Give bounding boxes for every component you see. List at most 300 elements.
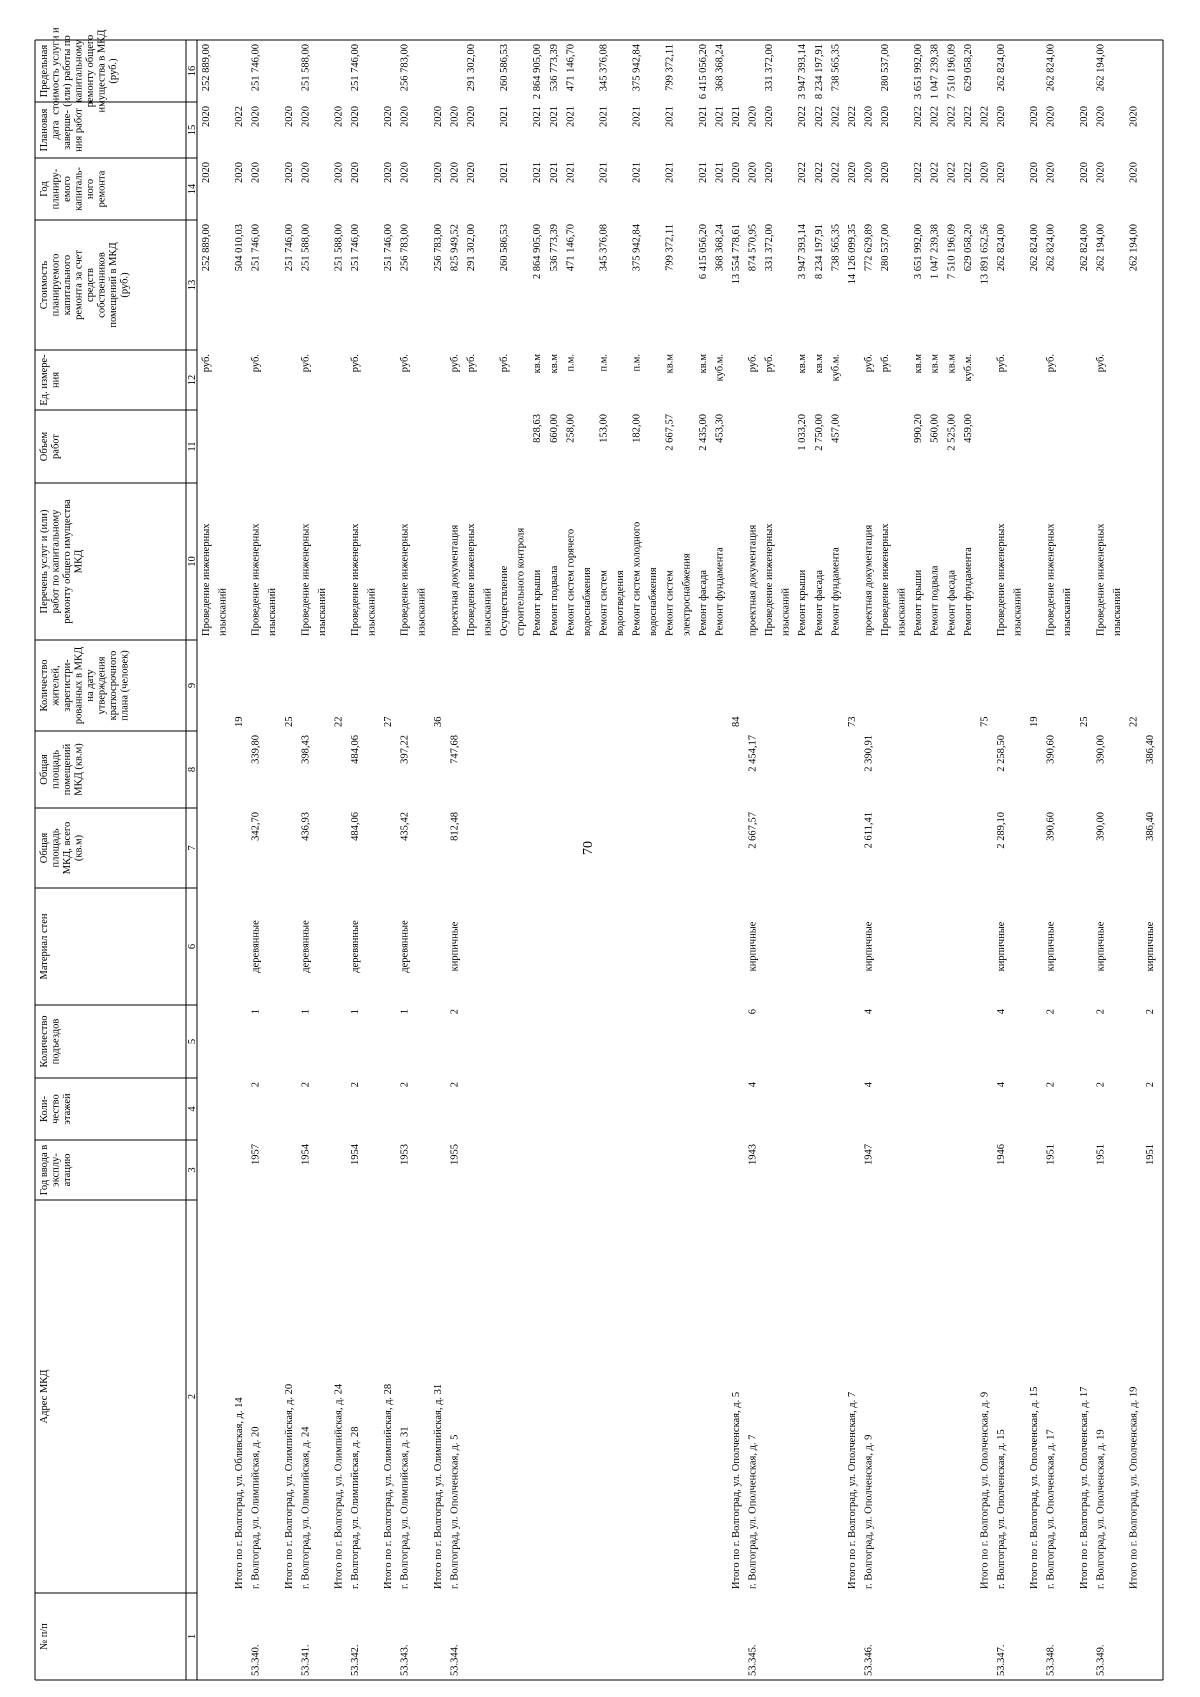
cell-c7: 390,60 bbox=[1045, 812, 1057, 841]
table-row bbox=[930, 44, 941, 636]
cell-c7: 2 611,41 bbox=[863, 812, 875, 849]
cell-c13: 738 565,35 bbox=[830, 224, 842, 272]
cell-c10: Осуществление bbox=[499, 565, 511, 636]
cell-c14: 2020 bbox=[1029, 162, 1041, 183]
column-header-line: ния работ bbox=[73, 108, 85, 152]
column-number: 16 bbox=[187, 65, 198, 77]
cell-c12: п.м. bbox=[598, 354, 610, 372]
cell-c2: г. Волгоград, ул. Олимпийская, д. 24 bbox=[300, 1426, 312, 1589]
column-header-line: МКД bbox=[73, 549, 85, 574]
cell-c11: 1 033,20 bbox=[797, 414, 809, 451]
cell-c12: руб. bbox=[300, 354, 312, 373]
cell-c15: 2022 bbox=[813, 106, 825, 127]
cell-c10: Проведение инженерных bbox=[250, 523, 262, 636]
cell-c13: 772 629,89 bbox=[863, 224, 875, 272]
cell-c15: 2020 bbox=[1128, 106, 1140, 127]
cell-c5: 4 bbox=[995, 1009, 1007, 1015]
table-row bbox=[1095, 44, 1106, 1676]
column-header-line: Год ввода в bbox=[39, 1144, 50, 1196]
cell-c12: руб. bbox=[499, 354, 511, 373]
cell-c12: куб.м. bbox=[830, 354, 842, 382]
column-header-line: Материал стен bbox=[39, 913, 50, 980]
cell-c8: 390,60 bbox=[1045, 735, 1057, 764]
cell-c8: 747,68 bbox=[449, 735, 461, 764]
cell-c16: 291 302,00 bbox=[465, 44, 477, 92]
cell-c12: кв.м bbox=[946, 354, 958, 374]
cell-c10: Проведение инженерных bbox=[465, 523, 477, 636]
cell-c15: 2020 bbox=[201, 106, 212, 127]
cell-c15: 2020 bbox=[449, 106, 461, 127]
cell-c13: 262 824,00 bbox=[995, 224, 1007, 272]
cell-c2: Итого по г. Волгоград, ул. Ополченская, д. 17 bbox=[1078, 1386, 1090, 1589]
cell-c15: 2021 bbox=[714, 106, 726, 127]
column-header-line: ния bbox=[50, 371, 62, 389]
cell-c1: 53.347. bbox=[995, 1644, 1007, 1676]
cell-c13: 251 588,00 bbox=[300, 224, 312, 272]
cell-c11: 153,00 bbox=[598, 414, 610, 443]
column-number: 4 bbox=[187, 1106, 198, 1112]
column-header-line: стоимость услуги и bbox=[50, 27, 62, 115]
cell-c12: кв.м bbox=[813, 354, 825, 374]
cell-c7: 436,93 bbox=[300, 812, 312, 841]
cell-c10: Ремонт систем bbox=[598, 570, 610, 636]
cell-c14: 2022 bbox=[797, 162, 809, 183]
column-header-line: Ед. измере- bbox=[39, 354, 50, 406]
cell-c1: 53.344. bbox=[449, 1644, 461, 1676]
table-row bbox=[300, 44, 311, 1676]
column-header-line: плана (человек) bbox=[119, 650, 131, 721]
column-header-line: площадь bbox=[50, 750, 62, 789]
cell-c16: 6 415 056,20 bbox=[697, 44, 709, 100]
column-number: 15 bbox=[187, 124, 198, 136]
cell-c10: электроснабжения bbox=[681, 553, 693, 636]
cell-c16: 262 194,00 bbox=[1095, 44, 1107, 92]
cell-c10: Ремонт систем горячего bbox=[565, 528, 577, 636]
table-row bbox=[946, 44, 957, 636]
cell-c16: 256 783,00 bbox=[399, 44, 411, 92]
cell-c10: проектная документация bbox=[449, 524, 461, 636]
table-row bbox=[565, 44, 576, 636]
cell-c12: руб. bbox=[863, 354, 875, 373]
table-row bbox=[284, 106, 295, 1589]
column-header-line: рованных в МКД bbox=[73, 646, 85, 725]
cell-c14: 2021 bbox=[499, 162, 511, 183]
column-header-line: эксплу- bbox=[50, 1153, 62, 1187]
cell-c16: 262 824,00 bbox=[1045, 44, 1057, 92]
table-row bbox=[632, 43, 643, 636]
cell-c14: 2021 bbox=[664, 162, 676, 183]
cell-c14: 2021 bbox=[565, 162, 577, 183]
cell-c13: 331 372,00 bbox=[764, 224, 776, 272]
cell-c7: 342,70 bbox=[250, 812, 262, 841]
cell-c15: 2020 bbox=[995, 106, 1007, 127]
cell-c8: 484,06 bbox=[350, 735, 362, 764]
table-row bbox=[764, 44, 775, 636]
table-row bbox=[1062, 588, 1073, 636]
column-header-line: планируемого bbox=[50, 253, 62, 317]
cell-c10: изысканий bbox=[780, 588, 792, 636]
cell-c16: 738 565,35 bbox=[830, 44, 842, 92]
column-header-line: Предельная bbox=[39, 44, 50, 98]
column-header-line: этажей bbox=[62, 1093, 73, 1125]
table-row bbox=[367, 588, 378, 636]
cell-c12: кв.м bbox=[697, 354, 709, 374]
cell-c14: 2021 bbox=[598, 162, 610, 183]
cell-c2: г. Волгоград, ул. Ополченская, д. 5 bbox=[449, 1434, 461, 1589]
cell-c16: 799 372,11 bbox=[664, 44, 676, 91]
cell-c11: 453,30 bbox=[714, 414, 726, 443]
cell-c9: 25 bbox=[283, 716, 295, 727]
cell-c2: Итого по г. Волгоград, ул. Обливская, д. 14 bbox=[234, 1397, 246, 1589]
cell-c2: Итого по г. Волгоград, ул. Ополченская, д. 9 bbox=[979, 1391, 991, 1589]
cell-c13: 251 588,00 bbox=[333, 224, 345, 272]
column-header-line: собственников bbox=[96, 252, 108, 318]
column-header-line: Общая bbox=[39, 754, 50, 785]
cell-c3: 1951 bbox=[1095, 1144, 1107, 1165]
cell-c14: 2021 bbox=[548, 162, 560, 183]
cell-c6: кирпичные bbox=[995, 921, 1007, 972]
column-header-line: капитальному bbox=[73, 39, 85, 103]
cell-c14: 2022 bbox=[962, 162, 974, 183]
table-row bbox=[615, 570, 626, 636]
cell-c13: 13 554 778,61 bbox=[730, 224, 742, 285]
cell-c3: 1951 bbox=[1145, 1144, 1156, 1165]
cell-c15: 2021 bbox=[565, 106, 577, 127]
column-header-line: МКД (кв.м) bbox=[73, 743, 85, 796]
cell-c12: кв.м bbox=[929, 354, 941, 374]
cell-c15: 2020 bbox=[863, 106, 875, 127]
cell-c14: 2020 bbox=[333, 162, 345, 183]
cell-c15: 2022 bbox=[830, 106, 842, 127]
column-number: 14 bbox=[187, 183, 198, 195]
cell-c15: 2022 bbox=[929, 106, 941, 127]
cell-c11: 457,00 bbox=[830, 414, 842, 443]
cell-c9: 22 bbox=[333, 716, 345, 727]
cell-c1: 53.348. bbox=[1045, 1644, 1057, 1676]
table-row bbox=[1079, 106, 1090, 1589]
cell-c14: 2021 bbox=[697, 162, 709, 183]
cell-c16: 260 586,53 bbox=[499, 44, 511, 92]
cell-c16: 2 864 905,00 bbox=[532, 44, 544, 100]
table-row bbox=[499, 44, 510, 636]
cell-c13: 251 746,00 bbox=[283, 224, 295, 272]
cell-c12: руб. bbox=[399, 354, 411, 373]
table-row bbox=[582, 567, 593, 636]
cell-c4: 2 bbox=[1045, 1082, 1057, 1088]
cell-c13: 3 651 992,00 bbox=[913, 224, 925, 280]
cell-c9: 27 bbox=[383, 716, 395, 727]
cell-c8: 398,43 bbox=[300, 735, 312, 764]
cell-c5: 2 bbox=[1145, 1009, 1156, 1015]
column-header-line: ремонта за счет bbox=[73, 250, 85, 320]
column-number: 7 bbox=[187, 845, 198, 851]
cell-c10: Ремонт фасада bbox=[946, 569, 958, 636]
cell-c14: 2022 bbox=[913, 162, 925, 183]
column-header-line: ремонта bbox=[96, 170, 108, 208]
cell-c2: г. Волгоград, ул. Ополченская, д. 15 bbox=[995, 1429, 1007, 1589]
table-header bbox=[39, 27, 131, 1650]
cell-c15: 2021 bbox=[532, 106, 544, 127]
cell-c10: Ремонт крыши bbox=[532, 569, 544, 636]
cell-c4: 4 bbox=[863, 1082, 875, 1088]
table-row bbox=[466, 44, 477, 636]
column-header-line: Год bbox=[39, 181, 50, 197]
cell-c1: 53.341. bbox=[300, 1644, 312, 1676]
cell-c15: 2020 bbox=[880, 106, 892, 127]
cell-c14: 2022 bbox=[929, 162, 941, 183]
cell-c9: 19 bbox=[1029, 716, 1041, 727]
cell-c11: 2 667,57 bbox=[664, 414, 676, 451]
table-row bbox=[333, 106, 344, 1589]
cell-c15: 2022 bbox=[979, 106, 991, 127]
cell-c11: 2 435,00 bbox=[697, 414, 709, 451]
column-header-line: Общая bbox=[39, 832, 50, 864]
cell-c14: 2020 bbox=[283, 162, 295, 183]
table-row bbox=[979, 106, 990, 1589]
cell-c8: 386,40 bbox=[1145, 735, 1156, 764]
cell-c10: изысканий bbox=[217, 588, 229, 636]
table-row bbox=[532, 44, 543, 636]
column-header-line: Стоимость bbox=[39, 260, 50, 310]
column-header-line: ного bbox=[85, 178, 96, 200]
cell-c12: руб. bbox=[1095, 354, 1107, 373]
cell-c6: кирпичные bbox=[747, 921, 759, 972]
cell-c10: Проведение инженерных bbox=[1045, 523, 1057, 636]
cell-c6: кирпичные bbox=[863, 921, 875, 972]
cell-c14: 2020 bbox=[1128, 162, 1140, 183]
cell-c8: 2 258,50 bbox=[995, 735, 1007, 772]
table-row bbox=[549, 44, 560, 636]
table-row bbox=[483, 588, 494, 636]
cell-c12: руб. bbox=[350, 354, 362, 373]
cell-c10: проектная документация bbox=[747, 524, 759, 636]
cell-c16: 7 510 196,09 bbox=[946, 44, 958, 100]
cell-c13: 262 194,00 bbox=[1128, 224, 1140, 272]
table-row bbox=[416, 588, 427, 636]
cell-c15: 2020 bbox=[399, 106, 411, 127]
cell-c14: 2020 bbox=[465, 162, 477, 183]
cell-c5: 2 bbox=[1045, 1009, 1057, 1015]
cell-c16: 368 368,24 bbox=[714, 44, 726, 92]
cell-c12: кв.м bbox=[548, 354, 560, 374]
cell-c15: 2021 bbox=[499, 106, 511, 127]
cell-c15: 2020 bbox=[383, 106, 395, 127]
cell-c6: кирпичные bbox=[1095, 921, 1107, 972]
column-header-line: Коли- bbox=[39, 1096, 50, 1122]
cell-c13: 471 146,70 bbox=[565, 224, 577, 272]
cell-c15: 2020 bbox=[333, 106, 345, 127]
cell-c15: 2020 bbox=[250, 106, 262, 127]
column-header-line: чество bbox=[50, 1094, 62, 1124]
cell-c13: 251 746,00 bbox=[350, 224, 362, 272]
cell-c12: куб.м. bbox=[962, 354, 974, 382]
table-row bbox=[880, 44, 891, 636]
cell-c12: руб. bbox=[1045, 354, 1057, 373]
table-row bbox=[648, 567, 659, 636]
column-number: 11 bbox=[187, 441, 198, 452]
column-header-line: работ по капитальному bbox=[50, 509, 62, 614]
cell-c1: 53.343. bbox=[399, 1644, 411, 1676]
cell-c6: кирпичные bbox=[1145, 921, 1156, 972]
cell-c9: 75 bbox=[979, 716, 991, 727]
cell-c2: Итого по г. Волгоград, ул. Олимпийская, д. 20 bbox=[283, 1383, 295, 1589]
cell-c11: 459,00 bbox=[962, 414, 974, 443]
table-row bbox=[383, 106, 394, 1589]
cell-c13: 256 783,00 bbox=[399, 224, 411, 272]
table-row bbox=[1013, 588, 1024, 636]
cell-c15: 2020 bbox=[283, 106, 295, 127]
column-header-line: работ bbox=[50, 434, 62, 459]
cell-c10: водоснабжения bbox=[581, 567, 593, 636]
table-row bbox=[449, 106, 460, 1676]
cell-c15: 2022 bbox=[962, 106, 974, 127]
cell-c15: 2020 bbox=[1078, 106, 1090, 127]
column-number: 6 bbox=[187, 943, 198, 950]
cell-c9: 19 bbox=[234, 716, 246, 727]
cell-c7: 2 667,57 bbox=[747, 812, 759, 849]
cell-c3: 1954 bbox=[300, 1144, 312, 1165]
column-header-line: площадь bbox=[50, 828, 62, 868]
cell-c3: 1946 bbox=[995, 1144, 1007, 1165]
cell-c11: 990,20 bbox=[913, 414, 925, 443]
cell-c14: 2020 bbox=[1078, 162, 1090, 183]
cell-c12: руб. bbox=[880, 354, 892, 373]
cell-c8: 2 390,91 bbox=[863, 735, 875, 772]
cell-c2: Итого по г. Волгоград, ул. Ополченская, д. 15 bbox=[1029, 1386, 1041, 1589]
cell-c16: 345 376,08 bbox=[598, 44, 610, 92]
table-row bbox=[847, 106, 858, 1589]
column-header-line: ремонту общего bbox=[85, 34, 96, 108]
cell-c9: 73 bbox=[846, 716, 858, 727]
column-number: 10 bbox=[187, 556, 198, 567]
cell-c11: 660,00 bbox=[548, 414, 560, 443]
cell-c14: 2020 bbox=[747, 162, 759, 183]
cell-c10: Проведение инженерных bbox=[300, 523, 312, 636]
cell-c10: строительного контроля bbox=[515, 527, 527, 636]
cell-c10: Ремонт систем bbox=[664, 570, 676, 636]
column-header-line: подъездов bbox=[50, 1018, 62, 1065]
column-header-line: № п/п bbox=[39, 1623, 50, 1650]
cell-c13: 14 126 099,35 bbox=[846, 224, 858, 285]
cell-c16: 375 942,84 bbox=[631, 44, 643, 92]
column-header-line: Адрес МКД bbox=[39, 1369, 50, 1424]
column-header-line: Количество bbox=[39, 1015, 50, 1068]
cell-c13: 262 824,00 bbox=[1078, 224, 1090, 272]
table-row bbox=[830, 44, 841, 636]
cell-c15: 2021 bbox=[631, 106, 643, 127]
cell-c8: 339,80 bbox=[250, 735, 262, 764]
cell-c10: изысканий bbox=[1111, 588, 1123, 636]
cell-c12: кв.м bbox=[532, 354, 544, 374]
cell-c13: 13 891 652,56 bbox=[979, 224, 991, 285]
cell-c10: Ремонт фасада bbox=[697, 569, 709, 636]
cell-c8: 390,00 bbox=[1095, 735, 1107, 764]
cell-c13: 7 510 196,09 bbox=[946, 224, 958, 280]
table-body bbox=[201, 43, 1156, 1676]
cell-c15: 2020 bbox=[300, 106, 312, 127]
cell-c2: Итого по г. Волгоград, ул. Олимпийская, д. 28 bbox=[383, 1383, 395, 1589]
cell-c1: 53.346. bbox=[863, 1644, 875, 1676]
cell-c11: 2 750,00 bbox=[813, 414, 825, 451]
table-row bbox=[1145, 735, 1156, 1165]
cell-c15: 2021 bbox=[548, 106, 560, 127]
cell-c4: 4 bbox=[995, 1082, 1007, 1088]
cell-c6: деревянные bbox=[399, 920, 411, 973]
column-header-line: атацию bbox=[62, 1153, 73, 1187]
cell-c8: 397,22 bbox=[399, 735, 411, 764]
cell-c10: проектная документация bbox=[863, 524, 875, 636]
cell-c2: Итого по г. Волгоград, ул. Ополченская, д. 19 bbox=[1128, 1386, 1140, 1589]
cell-c12: руб. bbox=[201, 354, 212, 373]
cell-c6: деревянные bbox=[300, 920, 312, 973]
column-header-line: капиталь- bbox=[73, 167, 85, 211]
column-number: 8 bbox=[187, 766, 198, 773]
cell-c14: 2020 bbox=[995, 162, 1007, 183]
cell-c16: 280 537,00 bbox=[880, 44, 892, 92]
cell-c15: 2021 bbox=[598, 106, 610, 127]
column-header-line: помещений bbox=[62, 743, 73, 796]
cell-c7: 2 289,10 bbox=[995, 812, 1007, 849]
column-number: 12 bbox=[187, 374, 198, 386]
cell-c10: изысканий bbox=[366, 588, 378, 636]
cell-c16: 331 372,00 bbox=[764, 44, 776, 92]
table-row bbox=[350, 44, 361, 1676]
cell-c13: 504 010,03 bbox=[234, 224, 246, 272]
column-header-line: емого bbox=[62, 176, 73, 202]
column-number: 5 bbox=[187, 1038, 198, 1045]
cell-c15: 2020 bbox=[432, 106, 444, 127]
cell-c16: 3 947 393,14 bbox=[797, 44, 809, 100]
column-header-line: средств bbox=[85, 268, 96, 302]
cell-c14: 2020 bbox=[383, 162, 395, 183]
cell-c16: 262 824,00 bbox=[995, 44, 1007, 92]
table-row bbox=[218, 588, 229, 636]
cell-c15: 2020 bbox=[465, 106, 477, 127]
cell-c15: 2020 bbox=[1095, 106, 1107, 127]
cell-c3: 1947 bbox=[863, 1144, 875, 1165]
table-row bbox=[797, 43, 808, 636]
cell-c12: руб. bbox=[465, 354, 477, 373]
table-row bbox=[781, 588, 792, 636]
table-row bbox=[698, 44, 709, 636]
column-header-line: жителей, bbox=[50, 665, 62, 706]
column-header-line: зарегистри- bbox=[62, 659, 73, 712]
cell-c15: 2020 bbox=[1045, 106, 1057, 127]
column-header-line: ремонту общего имущества bbox=[62, 499, 73, 624]
cell-c15: 2021 bbox=[730, 106, 742, 127]
cell-c13: 251 746,00 bbox=[383, 224, 395, 272]
cell-c10: Ремонт крыши bbox=[913, 569, 925, 636]
cell-c8: 2 454,17 bbox=[747, 735, 759, 772]
cell-c6: деревянные bbox=[250, 920, 262, 973]
cell-c14: 2020 bbox=[250, 162, 262, 183]
cell-c13: 280 537,00 bbox=[880, 224, 892, 272]
cell-c2: Итого по г. Волгоград, ул. Ополченская, д. 7 bbox=[846, 1391, 858, 1589]
column-header-line: (или) работы по bbox=[62, 35, 73, 107]
column-number: 13 bbox=[187, 279, 198, 291]
cell-c2: г. Волгоград, ул. Олимпийская, д. 20 bbox=[250, 1426, 262, 1589]
cell-c10: Проведение инженерных bbox=[995, 523, 1007, 636]
column-number-row bbox=[187, 66, 198, 1639]
column-header-line: Плановая bbox=[39, 108, 50, 152]
cell-c13: 262 824,00 bbox=[1045, 224, 1057, 272]
cell-c2: г. Волгоград, ул. Ополченская, д. 9 bbox=[863, 1434, 875, 1589]
cell-c4: 2 bbox=[449, 1082, 461, 1088]
cell-c13: 368 368,24 bbox=[714, 224, 726, 272]
column-header-line: (руб.) bbox=[108, 58, 119, 84]
table-row bbox=[317, 588, 328, 636]
cell-c16: 1 047 239,38 bbox=[929, 44, 941, 100]
